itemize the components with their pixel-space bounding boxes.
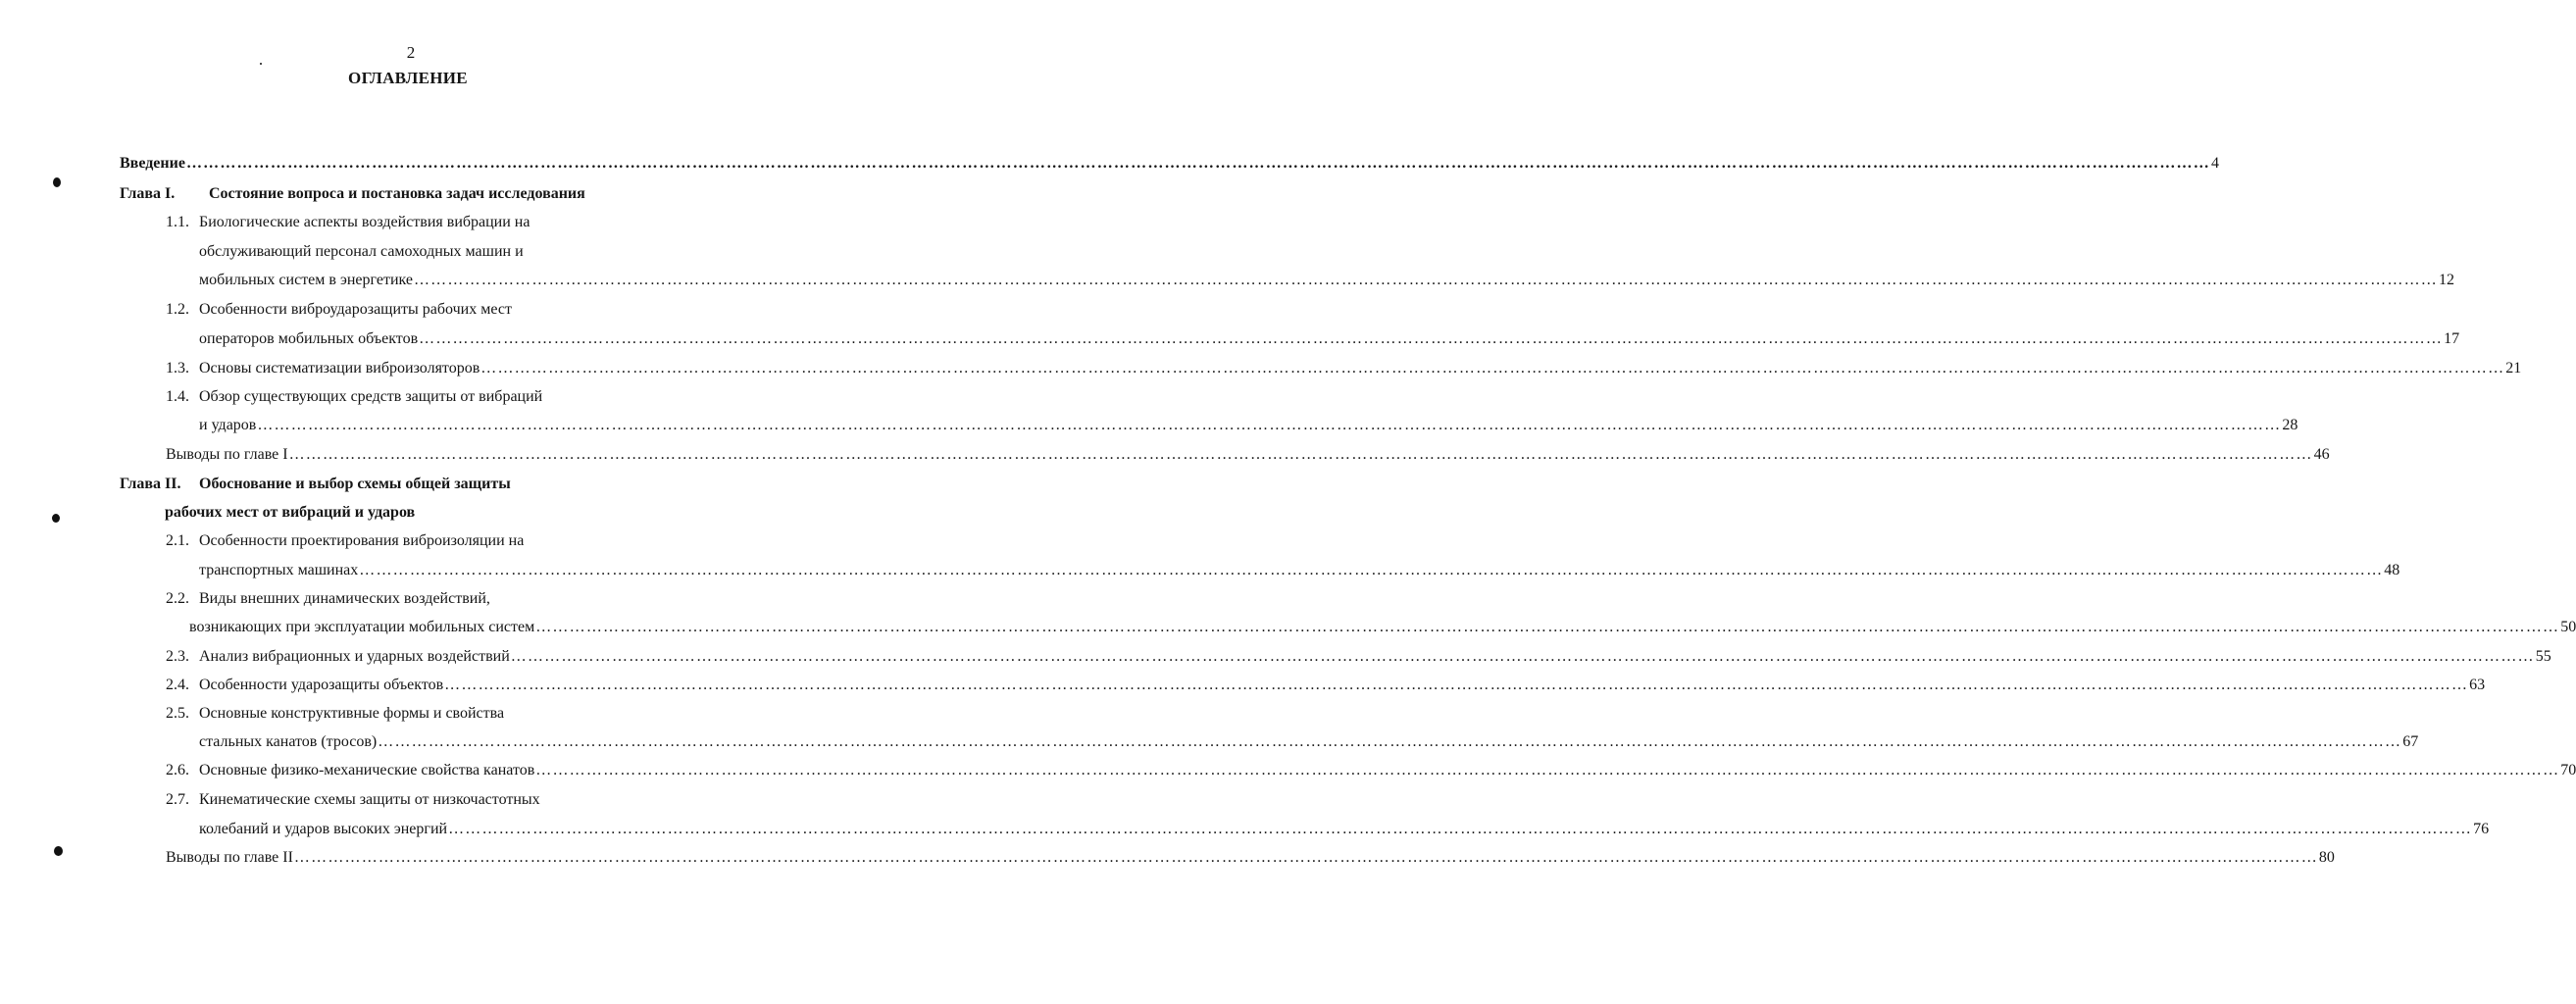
toc-entry-label: Выводы по главе I	[166, 446, 288, 463]
leader-dots: ………………………………………………………………………………………………………………………………………………………………………………………………………………………………………………………………………………………………………………………………	[413, 272, 2438, 288]
toc-entry-label: стальных канатов (тросов)	[199, 733, 378, 750]
toc-entry-line[interactable]: Виды внешних динамических воздействий,	[199, 590, 490, 607]
scan-speck	[52, 514, 60, 523]
toc-entry-ch1-conclusions[interactable]	[166, 445, 2330, 465]
leader-dots: ………………………………………………………………………………………………………………………………………………………………………………………………………………………………………………………………………………………………………………………………	[444, 677, 2469, 693]
toc-entry-line[interactable]: Обзор существующих средств защиты от вибраций	[199, 388, 543, 405]
toc-page-number: 28	[2282, 417, 2298, 433]
toc-page-number: 46	[2313, 446, 2330, 463]
leader-dots: ………………………………………………………………………………………………………………………………………………………………………………………………………………………………………………………………………………………………………………………………	[378, 733, 2402, 750]
toc-entry-line[interactable]: Особенности проектирования виброизоляции на	[199, 532, 525, 549]
toc-entry-2-3[interactable]	[199, 647, 2551, 667]
leader-dots: ………………………………………………………………………………………………………………………………………………………………………………………………………………………………………………………………………………………………………………………………	[293, 849, 2318, 866]
toc-entry-line[interactable]: Основные конструктивные формы и свойства	[199, 705, 505, 722]
leader-dots: ………………………………………………………………………………………………………………………………………………………………………………………………………………………………………………………………………………………………………………………………	[419, 330, 2444, 347]
section-number: 2.6.	[166, 762, 189, 778]
toc-entry-label: колебаний и ударов высоких энергий	[199, 821, 448, 837]
section-number: 2.3.	[166, 648, 189, 665]
page-title: ОГЛАВЛЕНИЕ	[348, 69, 468, 87]
chapter-1-title[interactable]: Состояние вопроса и постановка задач исследования	[209, 185, 585, 202]
leader-dots: ………………………………………………………………………………………………………………………………………………………………………………………………………………………………………………………………………………………………………………………………	[288, 446, 2313, 463]
section-number: 1.4.	[166, 388, 189, 405]
toc-entry-2-4[interactable]	[199, 676, 2486, 695]
section-number: 2.2.	[166, 590, 189, 607]
toc-page-number: 70	[2560, 762, 2576, 778]
toc-entry-line[interactable]: Кинематические схемы защиты от низкочастотных	[199, 791, 540, 808]
section-number: 2.1.	[166, 532, 189, 549]
toc-entry-1-3[interactable]	[199, 359, 2522, 378]
leader-dots: ………………………………………………………………………………………………………………………………………………………………………………………………………………………………………………………………………………………………………………………………	[535, 762, 2560, 778]
toc-page-number: 4	[2210, 155, 2219, 172]
toc-entry-label: возникающих при эксплуатации мобильных систем	[189, 619, 535, 635]
toc-entry-ch2-conclusions[interactable]	[166, 848, 2335, 868]
toc-page-number: 63	[2469, 677, 2486, 693]
scan-speck	[53, 177, 61, 187]
toc-entry-1-4[interactable]	[199, 416, 2298, 435]
leader-dots: ………………………………………………………………………………………………………………………………………………………………………………………………………………………………………………………………………………………………………………………………	[480, 360, 2505, 376]
toc-page-number: 48	[2384, 562, 2400, 578]
scan-speck	[260, 63, 262, 65]
toc-page-number: 80	[2318, 849, 2335, 866]
toc-entry-1-2[interactable]	[199, 329, 2460, 349]
toc-entry-label: Основы систематизации виброизоляторов	[199, 360, 480, 376]
toc-entry-intro[interactable]	[120, 154, 2219, 174]
toc-entry-2-6[interactable]	[199, 761, 2576, 780]
chapter-1-label: Глава I.	[120, 185, 176, 202]
section-number: 2.5.	[166, 705, 189, 722]
toc-entry-label: транспортных машинах	[199, 562, 359, 578]
chapter-2-title[interactable]: Обоснование и выбор схемы общей защиты	[199, 476, 511, 492]
toc-page-number: 55	[2535, 648, 2551, 665]
toc-entry-2-5[interactable]	[199, 732, 2419, 752]
toc-entry-label: и ударов	[199, 417, 257, 433]
leader-dots: ………………………………………………………………………………………………………………………………………………………………………………………………………………………………………………………………………………………………………………………………	[185, 155, 2210, 172]
scan-speck	[54, 846, 63, 856]
section-number: 1.1.	[166, 214, 189, 230]
toc-entry-2-7[interactable]	[199, 820, 2490, 839]
toc-entry-2-2[interactable]	[189, 618, 2576, 637]
leader-dots: ………………………………………………………………………………………………………………………………………………………………………………………………………………………………………………………………………………………………………………………………	[359, 562, 2384, 578]
toc-entry-label: Особенности ударозащиты объектов	[199, 677, 444, 693]
leader-dots: ………………………………………………………………………………………………………………………………………………………………………………………………………………………………………………………………………………………………………………………………	[257, 417, 2282, 433]
toc-entry-line[interactable]: Биологические аспекты воздействия вибрации на	[199, 214, 530, 230]
section-number: 1.2.	[166, 301, 189, 318]
toc-entry-label: операторов мобильных объектов	[199, 330, 419, 347]
toc-entry-line[interactable]: обслуживающий персонал самоходных машин и	[199, 243, 524, 260]
toc-page-number: 67	[2402, 733, 2419, 750]
page-number: 2	[406, 43, 416, 62]
toc-page-number: 50	[2560, 619, 2576, 635]
chapter-2-label: Глава II.	[120, 476, 181, 492]
toc-entry-label: мобильных систем в энергетике	[199, 272, 413, 288]
leader-dots: ………………………………………………………………………………………………………………………………………………………………………………………………………………………………………………………………………………………………………………………………	[510, 648, 2535, 665]
leader-dots: ………………………………………………………………………………………………………………………………………………………………………………………………………………………………………………………………………………………………………………………………	[448, 821, 2473, 837]
toc-entry-label: Анализ вибрационных и ударных воздействий	[199, 648, 510, 665]
toc-page-number: 17	[2444, 330, 2460, 347]
toc-entry-1-1[interactable]	[199, 271, 2454, 290]
section-number: 2.4.	[166, 677, 189, 693]
toc-page-number: 12	[2438, 272, 2454, 288]
toc-entry-label: Основные физико-механические свойства канатов	[199, 762, 535, 778]
section-number: 2.7.	[166, 791, 189, 808]
chapter-2-title[interactable]: рабочих мест от вибраций и ударов	[165, 504, 416, 521]
section-number: 1.3.	[166, 360, 189, 376]
leader-dots: ………………………………………………………………………………………………………………………………………………………………………………………………………………………………………………………………………………………………………………………………	[535, 619, 2560, 635]
toc-page-number: 76	[2473, 821, 2490, 837]
toc-entry-2-1[interactable]	[199, 561, 2400, 580]
toc-page-number: 21	[2505, 360, 2522, 376]
toc-entry-label: Выводы по главе II	[166, 849, 293, 866]
toc-entry-line[interactable]: Особенности виброударозащиты рабочих мест	[199, 301, 512, 318]
toc-entry-label: Введение	[120, 155, 185, 172]
